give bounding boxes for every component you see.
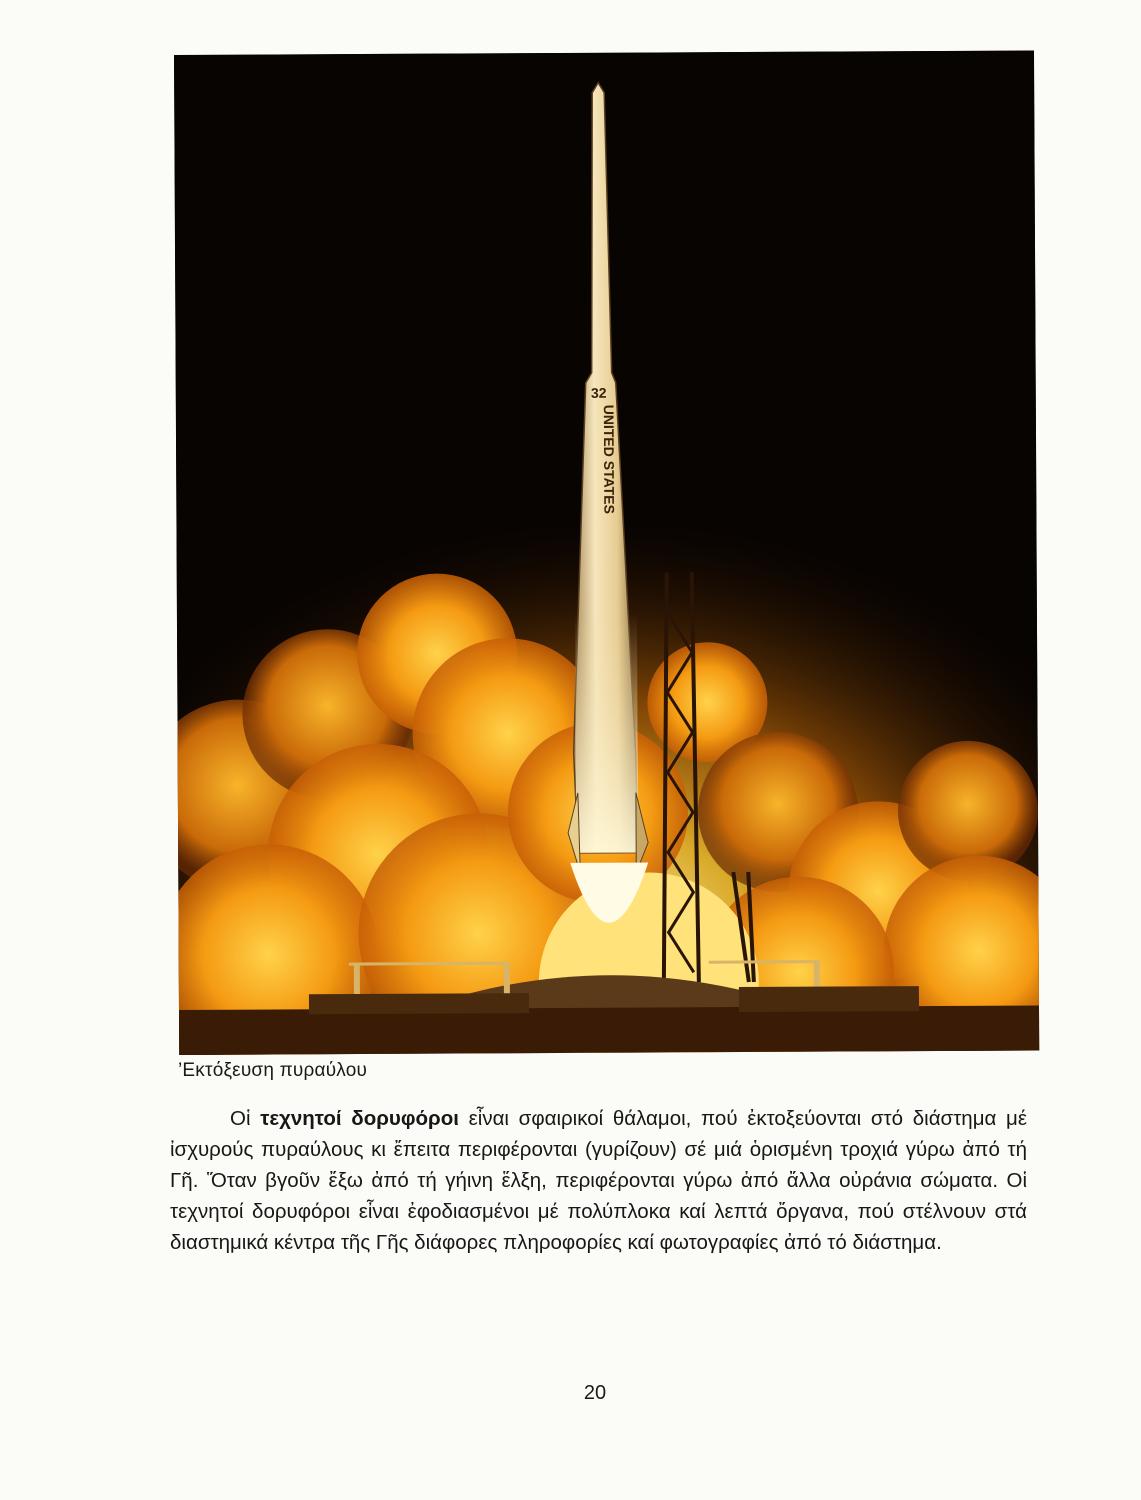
rocket-launch-photo xyxy=(174,50,1039,1054)
paragraph-lead-word: Οἱ xyxy=(230,1107,251,1130)
photo-caption: ’Εκτόξευση πυραύλου xyxy=(178,1060,368,1081)
paragraph-text: εἶναι σφαιρικοί θάλαμοι, πού ἐκτοξεύονται στό διάστημα μέ ἰσχυρούς πυραύλους κι ἔπειτα περιφέρονται (γυρίζουν) σέ μιά ὁρισμένη τροχιά γύρω ἀπό τή Γῆ. Ὅταν βγοῦν ἔξω ἀπό τή γήινη ἕλξη, περιφέρονται γύρω ἀπό ἄλλα οὐράνια σώματα. Οἱ τεχνητοί δορυφόροι εἶναι ἐφοδιασμένοι μέ πολύπλοκα καί λεπτά ὄργανα, πού στέλνουν στά διαστημικά κέντρα τῆς Γῆς διάφορες πληροφορίες καί φωτογραφίες ἀπό τό διάστημα. xyxy=(170,1107,1027,1254)
page-number: 20 xyxy=(583,1382,607,1404)
rocket-country-marking: UNITED STATES xyxy=(600,404,618,514)
bold-term: τεχνητοί δορυφόροι xyxy=(260,1107,459,1130)
rocket-number-marking: 32 xyxy=(590,384,607,401)
body-paragraph xyxy=(170,1103,1027,1258)
